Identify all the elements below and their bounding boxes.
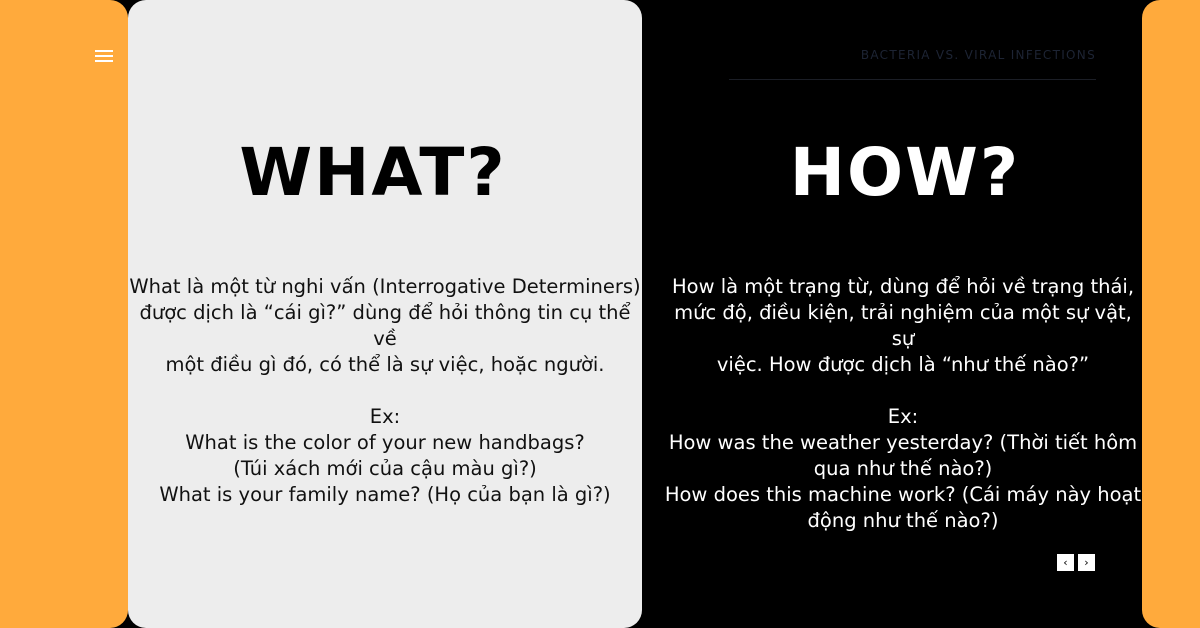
how-description-line: việc. How được dịch là “như thế nào?” [716, 353, 1090, 376]
header-divider [729, 79, 1096, 80]
how-description-line: How là một trạng từ, dùng để hỏi về trạng thái, [671, 275, 1135, 298]
how-example-line: động như thế nào?) [807, 509, 999, 532]
what-example-line: (Túi xách mới của cậu màu gì?) [233, 457, 537, 480]
what-title: WHAT? [239, 134, 507, 211]
hamburger-menu-icon[interactable] [94, 47, 114, 65]
what-description-line: What là một từ nghi vấn (Interrogative Determiners) [129, 275, 641, 298]
what-example-line: What is the color of your new handbags? [185, 431, 585, 454]
left-accent-bar [0, 0, 128, 628]
what-example-label: Ex: [369, 405, 401, 428]
what-description-line: một điều gì đó, có thể là sự việc, hoặc người. [165, 353, 605, 376]
right-accent-bar [1142, 0, 1200, 628]
what-body [128, 274, 642, 508]
how-example-label: Ex: [887, 405, 919, 428]
header-title: BACTERIA VS. VIRAL INFECTIONS [860, 48, 1096, 62]
what-example-line: What is your family name? (Họ của bạn là gì?) [159, 483, 611, 506]
how-example-line: How was the weather yesterday? (Thời tiết hôm [668, 431, 1138, 454]
what-description-line: được dịch là “cái gì?” dùng để hỏi thông tin cụ thể về [139, 301, 631, 350]
how-title: HOW? [789, 134, 1021, 211]
how-example-line: How does this machine work? (Cái máy này hoạt [664, 483, 1142, 506]
how-body [664, 274, 1142, 534]
previous-slide-button[interactable]: ‹ [1057, 554, 1074, 571]
next-slide-button[interactable]: › [1078, 554, 1095, 571]
how-example-line: qua như thế nào?) [813, 457, 993, 480]
how-description-line: mức độ, điều kiện, trải nghiệm của một sự vật, sự [674, 301, 1132, 350]
